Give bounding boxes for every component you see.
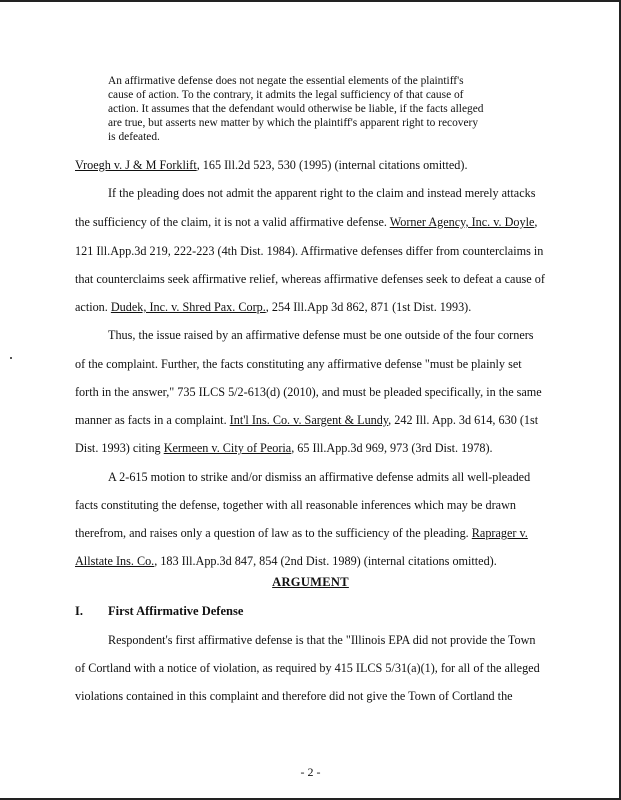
case-name: Allstate Ins. Co.	[75, 554, 155, 568]
text-span: the sufficiency of the claim, it is not a valid affirmative defense.	[75, 215, 390, 229]
quote-line: are true, but asserts new matter by which the plaintiff's apparent right to recovery	[108, 117, 479, 129]
case-name: Worner Agency, Inc. v. Doyle	[389, 215, 535, 229]
citation-rest: , 165 Ill.2d 523, 530 (1995) (internal citations omitted).	[196, 158, 468, 172]
text-span: therefrom, and raises only a question of law as to the sufficiency of the pleading.	[75, 526, 472, 540]
text-span: ,	[534, 215, 538, 229]
paragraph-line	[75, 441, 493, 455]
paragraph-line: facts constituting the defense, together with all reasonable inferences which may be drawn	[75, 498, 516, 512]
paragraph-line: Thus, the issue raised by an affirmative defense must be one outside of the four corners	[108, 328, 534, 342]
paragraph-line: of Cortland with a notice of violation, as required by 415 ILCS 5/31(a)(1), for all of the alleged	[75, 661, 540, 675]
paragraph-line	[75, 526, 528, 540]
paragraph-line: If the pleading does not admit the apparent right to the claim and instead merely attacks	[108, 186, 536, 200]
text-span: , 254 Ill.App 3d 862, 871 (1st Dist. 1993).	[265, 300, 472, 314]
paragraph-line: that counterclaims seek affirmative relief, whereas affirmative defenses seek to defeat a cause of	[75, 272, 545, 286]
paragraph-line	[75, 554, 497, 568]
argument-heading: ARGUMENT	[272, 575, 349, 589]
paragraph-line	[75, 215, 537, 229]
text-span: Dist. 1993) citing	[75, 441, 164, 455]
paragraph-line: 121 Ill.App.3d 219, 222-223 (4th Dist. 1984). Affirmative defenses differ from counterclaims in	[75, 244, 544, 258]
paragraph-line: A 2-615 motion to strike and/or dismiss an affirmative defense admits all well-pleaded	[108, 470, 531, 484]
quote-line: cause of action. To the contrary, it admits the legal sufficiency of that cause of	[108, 89, 464, 101]
case-name: Vroegh v. J & M Forklift	[75, 158, 197, 172]
paragraph-line	[75, 300, 471, 314]
text-span: , 65 Ill.App.3d 969, 973 (3rd Dist. 1978).	[291, 441, 493, 455]
case-name: Dudek, Inc. v. Shred Pax. Corp.	[110, 300, 266, 314]
text-span: , 242 Ill. App. 3d 614, 630 (1st	[388, 413, 539, 427]
quote-line: action. It assumes that the defendant would otherwise be liable, if the facts alleged	[108, 103, 484, 115]
scan-border-top	[0, 0, 621, 2]
case-name: Raprager v.	[471, 526, 528, 540]
citation-line	[75, 158, 468, 172]
paragraph-line: Respondent's first affirmative defense is that the "Illinois EPA did not provide the Town	[108, 633, 536, 647]
case-name: Kermeen v. City of Peoria	[163, 441, 292, 455]
text-span: , 183 Ill.App.3d 847, 854 (2nd Dist. 1989) (internal citations omitted).	[154, 554, 497, 568]
case-name: Int'l Ins. Co. v. Sargent & Lundy	[229, 413, 389, 427]
text-span: action.	[75, 300, 111, 314]
paragraph-line: of the complaint. Further, the facts constituting any affirmative defense "must be plainly set	[75, 357, 522, 371]
paragraph-line: forth in the answer," 735 ILCS 5/2-613(d) (2010), and must be pleaded specifically, in the same	[75, 385, 542, 399]
quote-line: is defeated.	[108, 131, 160, 143]
quote-line: An affirmative defense does not negate the essential elements of the plaintiff's	[108, 75, 464, 87]
scan-speck	[10, 357, 12, 359]
paragraph-line	[75, 413, 538, 427]
paragraph-line: violations contained in this complaint and therefore did not give the Town of Cortland the	[75, 689, 513, 703]
section-title: First Affirmative Defense	[108, 604, 244, 618]
text-span: manner as facts in a complaint.	[75, 413, 230, 427]
section-number: I.	[75, 604, 83, 618]
page-number: - 2 -	[300, 765, 321, 779]
